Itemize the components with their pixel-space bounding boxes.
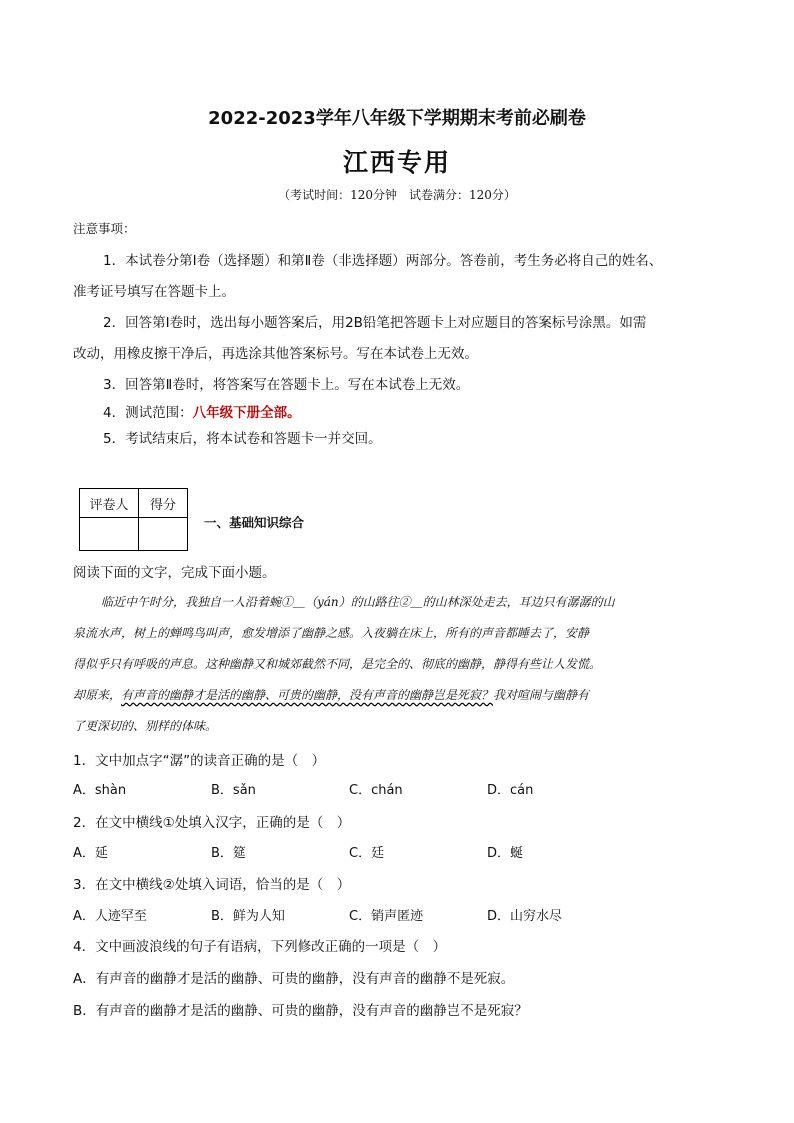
option-d: D．山穷水尽	[487, 909, 563, 924]
notice-item-4	[103, 401, 301, 421]
passage-line: 了更深切的、别样的体味。	[73, 719, 218, 733]
notice-item-4-prefix: 4．测试范围：	[103, 405, 193, 421]
exam-info: （考试时间：120分钟 试卷满分：120分）	[278, 188, 516, 202]
notice-item-1-continued: 准考证号填写在答题卡上。	[73, 284, 235, 300]
option-b: B．筵	[211, 846, 246, 861]
question-stem: 3．在文中横线②处填入词语，恰当的是（ ）	[73, 877, 351, 893]
grader-label: 评卷人	[80, 489, 139, 518]
notice-item-5: 5．考试结束后，将本试卷和答题卡一并交回。	[103, 431, 382, 447]
option-b: B．鲜为人知	[211, 909, 285, 924]
question-stem: 1．文中加点字“潺”的读音正确的是（ ）	[73, 753, 326, 769]
option-d: D．cán	[487, 783, 534, 798]
passage-line-4-suffix: 我对喧闹与幽静有	[493, 688, 590, 702]
option-b: B．有声音的幽静才是活的幽静、可贵的幽静，没有声音的幽静岂不是死寂？	[73, 1003, 528, 1019]
score-cell	[139, 518, 188, 551]
test-scope-highlight: 八年级下册全部。	[192, 405, 301, 421]
question-stem: 2．在文中横线①处填入汉字，正确的是（ ）	[73, 815, 351, 831]
passage-intro: 阅读下面的文字，完成下面小题。	[73, 565, 276, 581]
passage-line-4-prefix: 却原来，	[73, 688, 122, 702]
option-a: A．有声音的幽静才是活的幽静、可贵的幽静，没有声音的幽静不是死寂。	[73, 971, 515, 987]
option-a: A．shàn	[73, 783, 127, 798]
option-d: D．蜒	[487, 846, 524, 861]
option-a: A．延	[73, 846, 108, 861]
notice-item-2: 2．回答第Ⅰ卷时，选出每小题答案后，用2B铅笔把答题卡上对应题目的答案标号涂黑。如需	[103, 315, 647, 331]
notice-item-1: 1．本试卷分第Ⅰ卷（选择题）和第Ⅱ卷（非选择题）两部分。答卷前，考生务必将自己的姓名、	[103, 253, 663, 269]
score-table	[79, 488, 188, 551]
option-b: B．sǎn	[211, 783, 256, 798]
option-c: C．销声匿迹	[349, 909, 424, 924]
notice-heading: 注意事项：	[73, 221, 136, 236]
score-label: 得分	[139, 489, 188, 518]
option-c: C．廷	[349, 846, 385, 861]
paper-title: 2022-2023学年八年级下学期期末考前必刷卷	[208, 108, 586, 129]
passage-line: 得似乎只有呼吸的声息。这种幽静又和城郊截然不同，是完全的、彻底的幽静，静得有些让人发慌。	[73, 657, 602, 671]
option-c: C．chán	[349, 783, 403, 798]
option-a: A．人迹罕至	[73, 909, 147, 924]
passage-line: 泉流水声，树上的蝉鸣鸟叫声，愈发增添了幽静之感。入夜躺在床上，所有的声音都睡去了，安静	[73, 626, 590, 640]
section-title: 一、基础知识综合	[204, 515, 305, 530]
passage-line	[73, 686, 589, 703]
question-stem: 4．文中画波浪线的句子有语病，下列修改正确的一项是（ ）	[73, 939, 447, 955]
notice-item-3: 3．回答第Ⅱ卷时，将答案写在答题卡上。写在本试卷上无效。	[103, 377, 470, 393]
passage-line: 临近中午时分，我独自一人沿着蜿①＿（yán）的山路往②＿的山林深处走去，耳边只有潺潺的山	[101, 595, 615, 609]
paper-subtitle: 江西专用	[342, 148, 451, 177]
wavy-underlined-sentence: 有声音的幽静才是活的幽静、可贵的幽静，没有声音的幽静岂是死寂？	[121, 688, 494, 702]
grader-cell	[80, 518, 139, 551]
notice-item-2-continued: 改动，用橡皮擦干净后，再选涂其他答案标号。写在本试卷上无效。	[73, 346, 478, 362]
